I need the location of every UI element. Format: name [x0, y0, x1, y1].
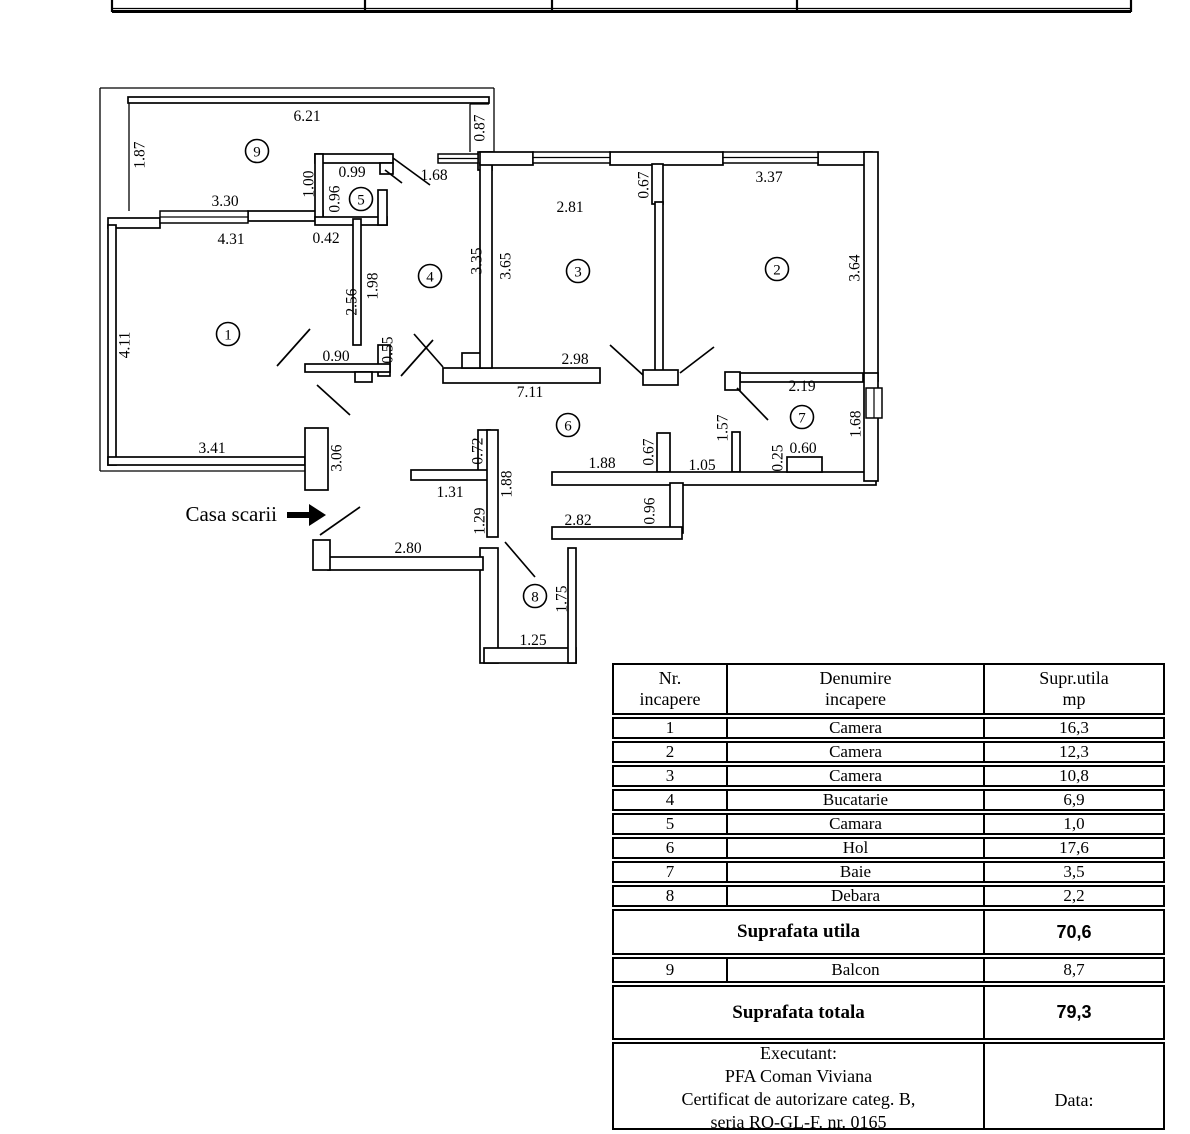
wall [380, 163, 393, 174]
wall [328, 557, 483, 570]
wall [484, 648, 576, 663]
table-row [612, 957, 1165, 983]
dimension-label-vertical: 1.87 [131, 141, 149, 169]
dimension-label: 4.31 [217, 231, 245, 248]
table-cell: 2 [614, 743, 728, 761]
wall [313, 540, 330, 570]
table-header-row [612, 663, 1165, 715]
room-number: 3 [574, 264, 582, 281]
door-swing [320, 507, 360, 535]
table-header-cell: Supr.utila mp [1039, 668, 1109, 709]
executant-line: seria RO-GL-F. nr. 0165 [710, 1112, 887, 1132]
summary-totala-label: Suprafata totala [614, 987, 985, 1038]
wall [480, 152, 533, 165]
wall [128, 97, 489, 103]
table-cell: 17,6 [1059, 838, 1089, 858]
dimension-label: 0.42 [312, 230, 340, 247]
dimension-label-vertical: 0.96 [326, 185, 344, 213]
dimension-label-vertical: 4.11 [116, 331, 134, 359]
dimension-label: 1.88 [588, 455, 616, 472]
dimension-label-vertical: 1.98 [364, 272, 382, 300]
table-cell: 9 [614, 959, 728, 981]
summary-utila-label: Suprafata utila [614, 911, 985, 953]
summary-utila-value: 70,6 [1056, 921, 1092, 942]
dimension-label-vertical: 3.35 [468, 247, 486, 275]
room-number: 7 [798, 410, 806, 427]
dimension-label: 0.90 [322, 348, 350, 365]
wall [725, 372, 740, 390]
table-cell: Camara [728, 815, 985, 833]
stairwell-arrow-icon [287, 504, 326, 526]
room-number: 8 [531, 589, 539, 606]
dimension-label-vertical: 0.72 [469, 437, 487, 465]
table-row [612, 861, 1165, 883]
wall [657, 433, 670, 472]
table-cell: 7 [614, 863, 728, 881]
summary-totala-value: 79,3 [1056, 1002, 1092, 1023]
room-number: 5 [357, 192, 365, 209]
table-cell: Baie [728, 863, 985, 881]
wall [353, 219, 361, 345]
table-row [612, 765, 1165, 787]
table-cell: 5 [614, 815, 728, 833]
dimension-label: 2.81 [556, 199, 584, 216]
door-swing [401, 340, 433, 376]
dimension-label: 7.11 [516, 384, 544, 401]
table-cell: Camera [728, 719, 985, 737]
table-cell: 1,0 [1063, 814, 1085, 834]
dimension-label: 1.31 [436, 484, 464, 501]
table-cell: 3,5 [1063, 862, 1085, 882]
table-cell: 3 [614, 767, 728, 785]
wall [315, 217, 387, 225]
dimension-label: 6.21 [293, 108, 321, 125]
wall [411, 470, 490, 480]
room-number: 6 [564, 418, 572, 435]
wall [643, 370, 678, 385]
wall [443, 368, 600, 383]
dimension-label-vertical: 3.06 [328, 444, 346, 472]
dimension-label: 3.37 [755, 169, 783, 186]
stairwell-label: Casa scarii [185, 502, 277, 526]
wall [652, 164, 663, 204]
dimension-label-vertical: 0.55 [379, 336, 397, 364]
door-swing [414, 334, 443, 367]
dimension-label: 3.41 [198, 440, 226, 457]
table-row [612, 813, 1165, 835]
dimension-label-vertical: 1.29 [471, 507, 489, 535]
dimension-label: 2.98 [561, 351, 589, 368]
wall [248, 211, 323, 221]
dimension-label: 0.99 [338, 164, 366, 181]
wall [305, 364, 390, 372]
dimension-label-vertical: 0.67 [640, 438, 658, 466]
wall [108, 457, 305, 465]
table-cell: Balcon [728, 959, 985, 981]
dimension-label-vertical: 1.00 [300, 170, 318, 198]
dimension-label: 2.82 [564, 512, 592, 529]
dimension-label: 0.60 [789, 440, 817, 457]
wall [355, 372, 372, 382]
wall [378, 190, 387, 225]
door-swing [277, 329, 310, 366]
room-number: 9 [253, 144, 261, 161]
summary-totala-row [612, 985, 1165, 1040]
dimension-label-vertical: 1.88 [498, 470, 516, 498]
dimension-label-vertical: 2.56 [343, 288, 361, 316]
dimension-label-vertical: 1.68 [847, 410, 865, 438]
dimension-label-vertical: 1.75 [553, 585, 571, 613]
table-cell: 2,2 [1063, 886, 1085, 906]
room-number: 2 [773, 262, 781, 279]
wall [305, 428, 328, 490]
executant-row [612, 1042, 1165, 1130]
summary-utila-row [612, 909, 1165, 955]
table-row [612, 885, 1165, 907]
dimension-label-vertical: 3.64 [846, 254, 864, 282]
table-cell: Camera [728, 767, 985, 785]
table-cell: 6 [614, 839, 728, 857]
table-row [612, 717, 1165, 739]
table-cell: 4 [614, 791, 728, 809]
table-cell: Camera [728, 743, 985, 761]
table-cell: Hol [728, 839, 985, 857]
dimension-label-vertical: 0.25 [769, 444, 787, 472]
table-row [612, 837, 1165, 859]
table-header-cell: Denumire incapere [728, 665, 985, 713]
table-cell: Bucatarie [728, 791, 985, 809]
dimension-label: 1.68 [420, 167, 448, 184]
dimension-label-vertical: 0.67 [635, 171, 653, 199]
table-cell: 8,7 [1063, 960, 1085, 980]
table-cell: Debara [728, 887, 985, 905]
dimension-label: 2.80 [394, 540, 422, 557]
table-header-cell: Nr. incapere [614, 665, 728, 713]
wall [487, 430, 498, 537]
wall [864, 152, 878, 381]
table-row [612, 789, 1165, 811]
door-swing [680, 347, 714, 373]
wall [732, 432, 740, 472]
room-number: 4 [426, 269, 434, 286]
door-swing [610, 345, 643, 375]
data-cell: Data: [1054, 1090, 1094, 1110]
table-cell: 6,9 [1063, 790, 1085, 810]
wall [610, 152, 723, 165]
dimension-label: 1.25 [519, 632, 547, 649]
door-swing [317, 385, 350, 415]
executant-line: Executant: [760, 1043, 837, 1063]
executant-line: Certificat de autorizare categ. B, [681, 1089, 916, 1109]
door-swing [505, 542, 535, 577]
dimension-label-vertical: 0.96 [641, 497, 659, 525]
executant-cell [614, 1043, 985, 1132]
dimension-label: 2.19 [788, 378, 816, 395]
table-cell: 1 [614, 719, 728, 737]
dimension-label-vertical: 1.57 [714, 414, 732, 442]
executant-line: PFA Coman Viviana [724, 1066, 873, 1086]
dimension-label-vertical: 0.87 [471, 114, 489, 142]
table-cell: 8 [614, 887, 728, 905]
door-swing [737, 388, 768, 420]
table-cell: 10,8 [1059, 766, 1089, 786]
table-cell: 16,3 [1059, 718, 1089, 738]
wall [655, 202, 663, 372]
wall [315, 154, 393, 163]
wall [670, 483, 683, 533]
wall [108, 225, 116, 465]
wall [787, 457, 822, 472]
table-cell: 12,3 [1059, 742, 1089, 762]
dimension-label: 3.30 [211, 193, 239, 210]
dimension-label-vertical: 3.65 [497, 252, 515, 280]
dimension-label: 1.05 [688, 457, 716, 474]
wall [462, 353, 482, 368]
table-row [612, 741, 1165, 763]
room-number: 1 [224, 327, 232, 344]
